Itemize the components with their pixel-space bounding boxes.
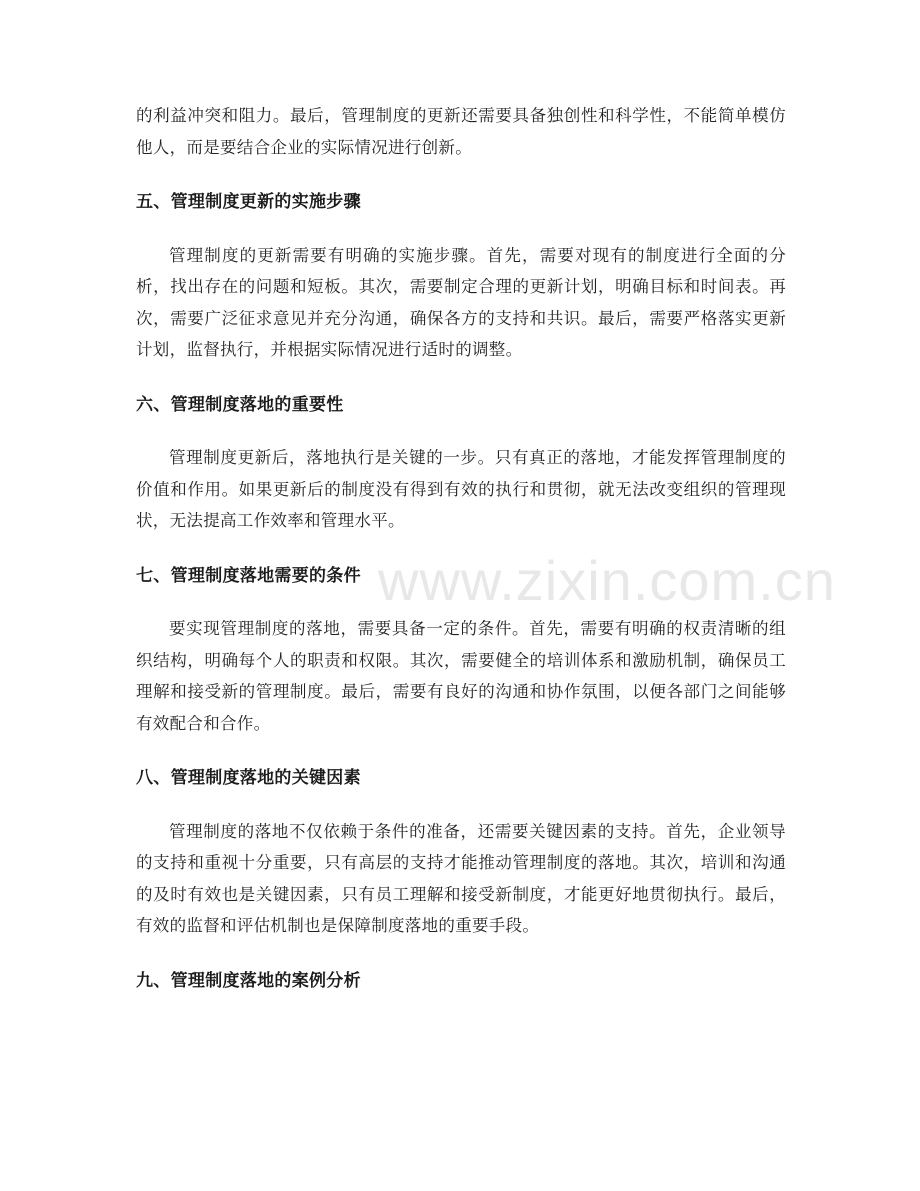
heading-section-8: 八、管理制度落地的关键因素	[136, 768, 361, 788]
paragraph-section-6: 管理制度更新后，落地执行是关键的一步。只有真正的落地，才能发挥管理制度的价值和作用。如果更新后的制度没有得到有效的执行和贯彻，就无法改变组织的管理现状，无法提高工作效率和管理水平。	[136, 448, 786, 530]
heading-section-5: 五、管理制度更新的实施步骤	[136, 192, 361, 212]
paragraph-section-7: 要实现管理制度的落地，需要具备一定的条件。首先，需要有明确的权责清晰的组织结构，明确每个人的职责和权限。其次，需要健全的培训体系和激励机制，确保员工理解和接受新的管理制度。最后，需要有良好的沟通和协作氛围，以便各部门之间能够有效配合和合作。	[136, 619, 786, 733]
document-body	[136, 100, 786, 997]
watermark: www.zixin.com.cn	[378, 549, 836, 612]
heading-section-9: 九、管理制度落地的案例分析	[136, 970, 361, 991]
heading-section-7: 七、管理制度落地需要的条件	[136, 565, 361, 586]
paragraph-section-5: 管理制度的更新需要有明确的实施步骤。首先，需要对现有的制度进行全面的分析，找出存在的问题和短板。其次，需要制定合理的更新计划，明确目标和时间表。再次，需要广泛征求意见并充分沟通，确保各方的支持和共识。最后，需要严格落实更新计划，监督执行，并根据实际情况进行适时的调整。	[136, 245, 786, 359]
heading-section-6: 六、管理制度落地的重要性	[136, 394, 344, 415]
paragraph-section-8: 管理制度的落地不仅依赖于条件的准备，还需要关键因素的支持。首先，企业领导的支持和重视十分重要，只有高层的支持才能推动管理制度的落地。其次，培训和沟通的及时有效也是关键因素，只有员工理解和接受新制度，才能更好地贯彻执行。最后，有效的监督和评估机制也是保障制度落地的重要手段。	[136, 821, 786, 935]
paragraph-intro-continued: 的利益冲突和阻力。最后，管理制度的更新还需要具备独创性和科学性，不能简单模仿他人，而是要结合企业的实际情况进行创新。	[136, 106, 786, 157]
